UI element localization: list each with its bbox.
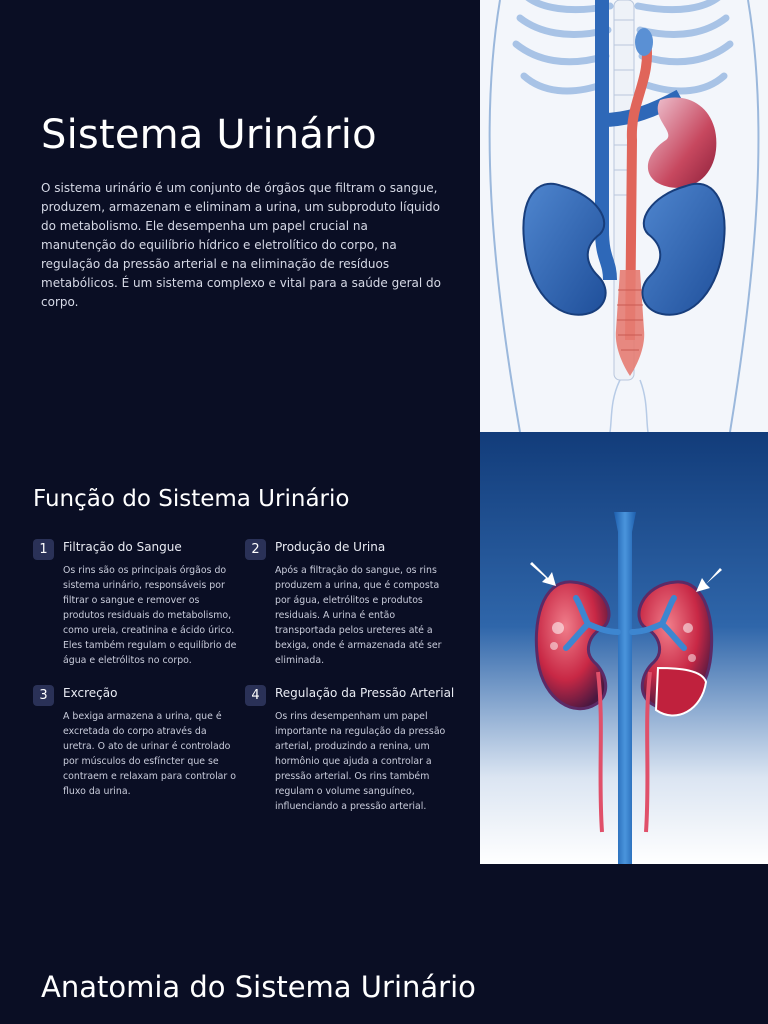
- step-number-badge: 2: [245, 539, 266, 560]
- function-item-title: Regulação da Pressão Arterial: [275, 686, 455, 700]
- urinary-system-illustration: [480, 0, 768, 432]
- function-item-title: Filtração do Sangue: [63, 540, 182, 554]
- functions-title: Função do Sistema Urinário: [33, 486, 350, 512]
- function-item-text: Os rins são os principais órgãos do sistema urinário, responsáveis por filtrar o sangue e remover os produtos residuais do metabolismo, como ureia, creatinina e ácido úrico. Eles também regulam o equilíbrio de água e eletrólitos no corpo.: [63, 565, 237, 666]
- function-item-text: Após a filtração do sangue, os rins produzem a urina, que é composta por água, eletrólitos e produtos residuais. A urina é então transportada pelos ureteres até a bexiga, onde é armazenada até ser eliminada.: [275, 565, 442, 666]
- function-item-text: Os rins desempenham um papel importante na regulação da pressão arterial, produzindo a renina, um hormônio que ajuda a controlar a pressão arterial. Os rins também regulam o volume sanguíneo, influenciando a pressão arterial.: [275, 711, 446, 812]
- step-number-badge: 3: [33, 685, 54, 706]
- page-title: Sistema Urinário: [41, 112, 377, 158]
- step-number-badge: 1: [33, 539, 54, 560]
- function-item-title: Excreção: [63, 686, 118, 700]
- function-item-title: Produção de Urina: [275, 540, 386, 554]
- kidneys-illustration: [480, 432, 768, 864]
- function-item-text: A bexiga armazena a urina, que é excretada do corpo através da uretra. O ato de urinar é controlado por músculos do esfíncter que se contraem e relaxam para controlar o fluxo da urina.: [63, 711, 236, 797]
- anatomy-title: Anatomia do Sistema Urinário: [41, 970, 476, 1004]
- intro-paragraph: O sistema urinário é um conjunto de órgãos que filtram o sangue, produzem, armazenam e eliminam a urina, um subproduto líquido do metabolismo. Ele desempenha um papel crucial na manutenção do equilíbrio hídrico e eletrolítico do corpo, na regulação da pressão arterial e na eliminação de resíduos metabólicos. É um sistema complexo e vital para a saúde geral do corpo.: [41, 181, 442, 309]
- step-number-badge: 4: [245, 685, 266, 706]
